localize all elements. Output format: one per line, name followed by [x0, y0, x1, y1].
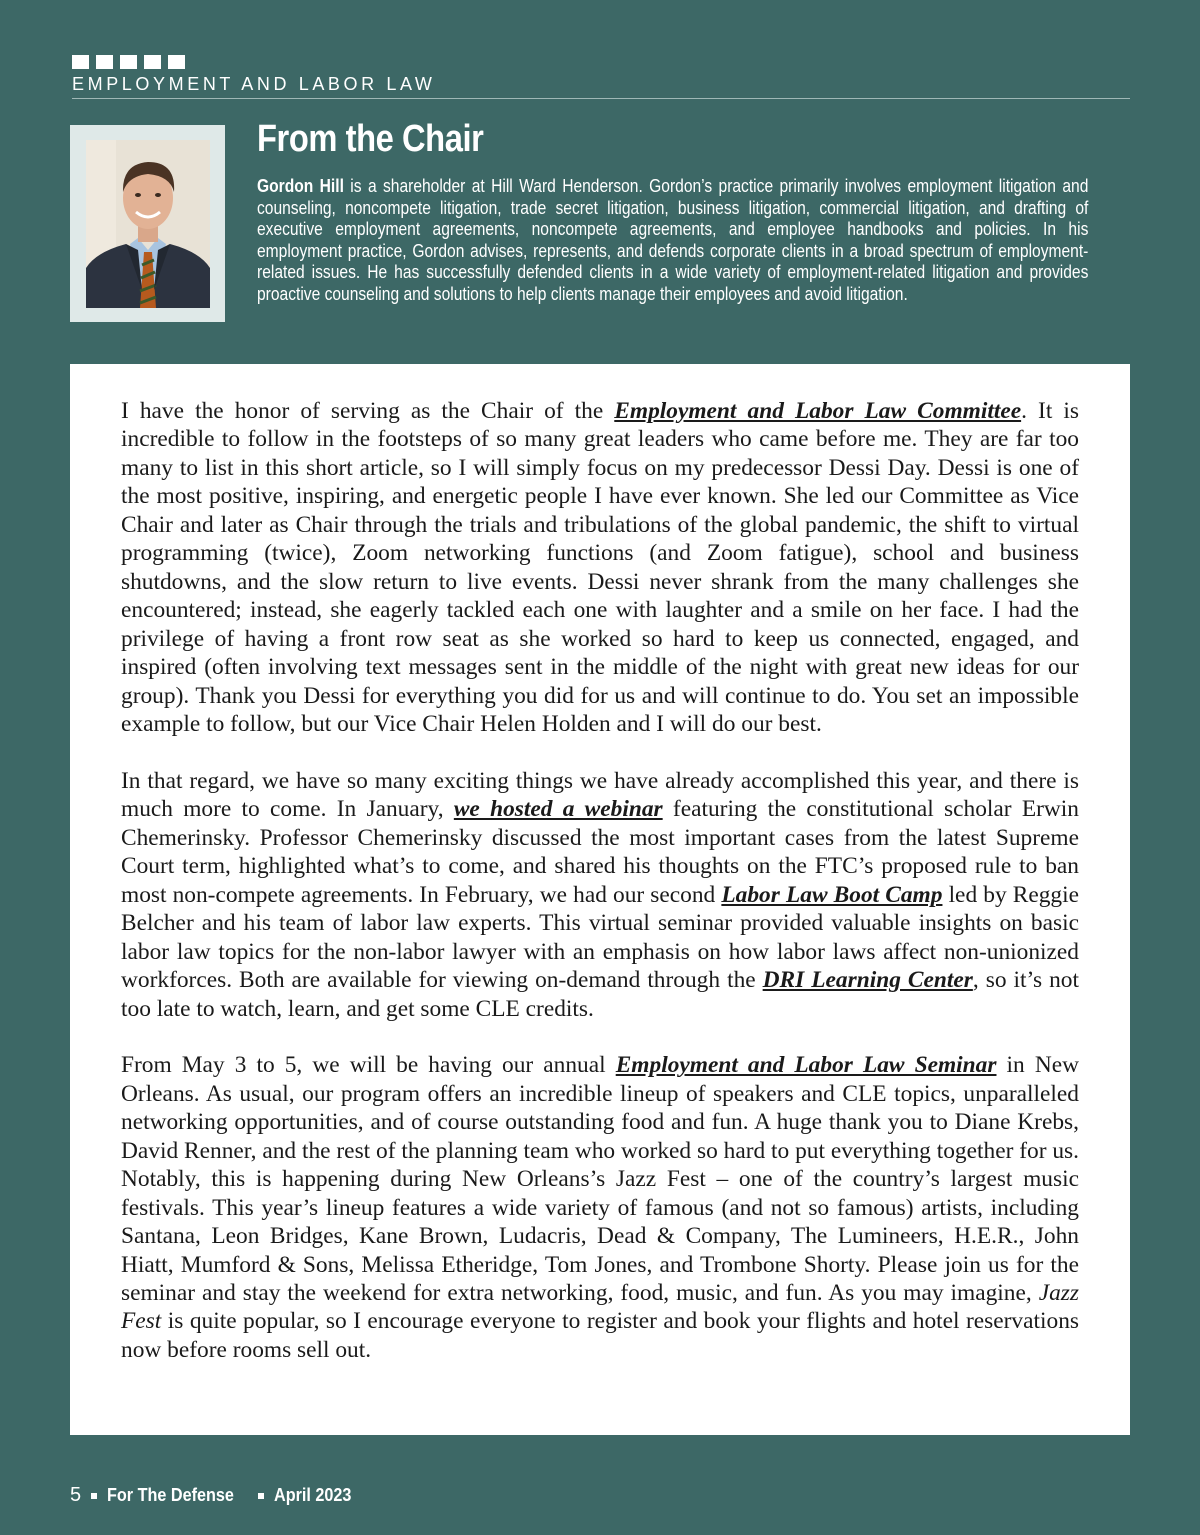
- author-photo-frame: [70, 125, 225, 322]
- boot-camp-link[interactable]: Labor Law Boot Camp: [721, 881, 943, 908]
- article-paragraph: [121, 397, 1079, 738]
- paragraph-text: is quite popular, so I encourage everyone to register and book your flights and hotel reservations now before rooms sell out.: [121, 1308, 1079, 1363]
- marker-square: [168, 55, 185, 69]
- paragraph-text: in New Orleans. As usual, our program offers an incredible lineup of speakers and CLE topics, unparalleled networking opportunities, and of course outstanding food and fun. A huge thank you to Diane Krebs, David Renner, and the rest of the planning team who worked so hard to put everything together for us. Notably, this is happening during New Orleans’s Jazz Fest – one of the country’s largest music festivals. This year’s lineup features a wide variety of famous (and not so famous) artists, including Santana, Leon Bridges, Kane Brown, Ludacris, Dead & Company, The Lumineers, H.E.R., John Hiatt, Mumford & Sons, Melissa Etheridge, Tom Jones, and Trombone Shorty. Please join us for the seminar and stay the weekend for extra networking, food, music, and fun. As you may imagine,: [121, 1052, 1079, 1307]
- paragraph-text: , so it’s not too late to watch, learn, and get some CLE credits.: [121, 967, 1079, 1022]
- committee-link[interactable]: Employment and Labor Law Committee: [614, 398, 1022, 424]
- page-title: From the Chair: [257, 118, 484, 160]
- paragraph-text: featuring the constitutional scholar Erwin Chemerinsky. Professor Chemerinsky discussed the most important cases from the latest Supreme Court term, highlighted what’s to come, and shared his thoughts on the FTC’s proposed rule to ban most non-compete agreements. In February, we had our second: [121, 796, 1079, 908]
- author-name: Gordon Hill: [257, 176, 344, 196]
- article-body: [121, 397, 1079, 1393]
- article-paragraph: [121, 767, 1079, 1023]
- separator-dot: [258, 1493, 264, 1499]
- seminar-link[interactable]: Employment and Labor Law Seminar: [615, 1052, 997, 1079]
- page-number: 5: [70, 1484, 82, 1506]
- separator-dot: [91, 1493, 97, 1499]
- author-photo: [86, 140, 210, 308]
- marker-square: [96, 55, 113, 69]
- paragraph-text: In that regard, we have so many exciting things we have already accomplished this year, and there is much more to come. In January,: [121, 767, 1079, 823]
- marker-square: [120, 55, 137, 69]
- webinar-link[interactable]: we hosted a webinar: [453, 796, 663, 823]
- header-divider: [72, 98, 1130, 99]
- paragraph-text: I have the honor of serving as the Chair of the: [121, 398, 615, 424]
- issue-date: April 2023: [274, 1485, 352, 1505]
- jazz-fest-italic: Jazz Fest: [121, 1280, 1079, 1335]
- article-paragraph: [121, 1051, 1079, 1364]
- section-marker-squares: [72, 55, 185, 69]
- publication-name: For The Defense: [107, 1485, 235, 1505]
- paragraph-text: . It is incredible to follow in the footsteps of so many great leaders who came before me. They are far too many to list in this short article, so I will simply focus on my predecessor Dessi Day. Dessi is one of the most positive, inspiring, and energetic people I have ever known. She led our Committee as Vice Chair and later as Chair through the trials and tribulations of the global pandemic, the shift to virtual programming (twice), Zoom networking functions (and Zoom fatigue), school and business shutdowns, and the slow return to live events. Dessi never shrank from the many challenges she encountered; instead, she eagerly tackled each one with laughter and a smile on her face. I had the privilege of having a front row seat as she worked so hard to keep us connected, engaged, and inspired (often involving text messages sent in the middle of the night with great new ideas for our group). Thank you Dessi for everything you did for us and will continue to do. You set an impossible example to follow, but our Vice Chair Helen Holden and I will do our best.: [121, 398, 1079, 737]
- marker-square: [144, 55, 161, 69]
- marker-square: [72, 55, 89, 69]
- author-bio: [257, 176, 1088, 305]
- page-footer: [70, 1484, 360, 1507]
- author-bio-text: is a shareholder at Hill Ward Henderson. Gordon’s practice primarily involves employment litigation and counseling, noncompete litigation, trade secret litigation, business litigation, commercial litigation, and drafting of executive employment agreements, noncompete agreements, and employee handbooks and policies. In his employment practice, Gordon advises, represents, and defends corporate clients in a broad spectrum of employment-related issues. He has successfully defended clients in a wide variety of employment-related litigation and provides proactive counseling and solutions to help clients manage their employees and avoid litigation.: [257, 176, 1089, 304]
- section-label: EMPLOYMENT AND LABOR LAW: [72, 74, 436, 94]
- author-portrait-illustration: [86, 140, 210, 308]
- paragraph-text: led by Reggie Belcher and his team of labor law experts. This virtual seminar provided valuable insights on basic labor law topics for the non-labor lawyer with an emphasis on how labor laws affect non-unionized workforces. Both are available for viewing on-demand through the: [121, 881, 1080, 994]
- learning-center-link[interactable]: DRI Learning Center: [762, 967, 973, 994]
- paragraph-text: From May 3 to 5, we will be having our annual: [121, 1052, 616, 1079]
